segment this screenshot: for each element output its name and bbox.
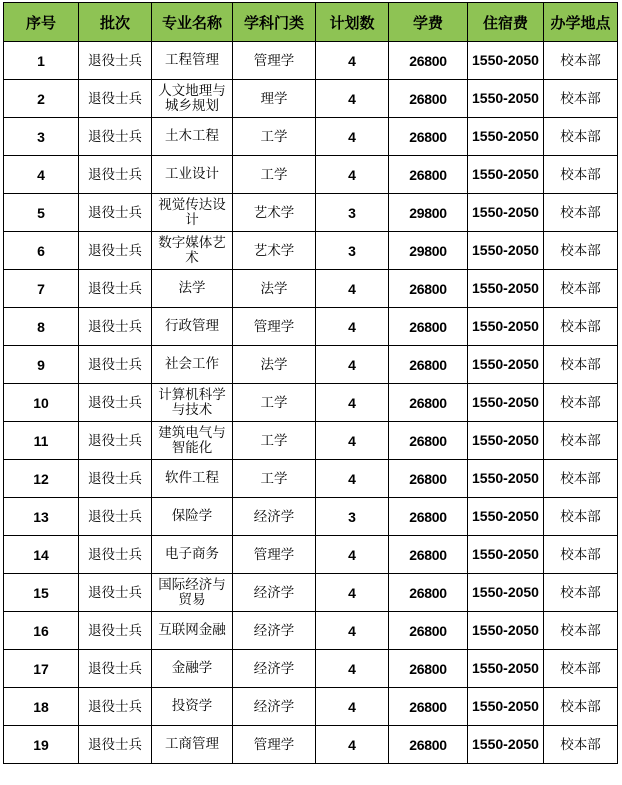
row-index: 19 <box>4 726 79 764</box>
table-row <box>4 270 618 308</box>
row-index: 1 <box>4 42 79 80</box>
row-batch: 退役士兵 <box>79 270 152 308</box>
row-location: 校本部 <box>544 384 618 422</box>
table-row <box>4 422 618 460</box>
table-container <box>3 2 618 764</box>
row-major: 软件工程 <box>152 460 233 498</box>
row-tuition: 26800 <box>389 346 468 384</box>
row-batch: 退役士兵 <box>79 460 152 498</box>
row-dorm-fee: 1550-2050 <box>468 422 544 460</box>
row-batch: 退役士兵 <box>79 156 152 194</box>
row-tuition: 26800 <box>389 536 468 574</box>
row-location: 校本部 <box>544 156 618 194</box>
row-index: 7 <box>4 270 79 308</box>
row-tuition: 26800 <box>389 42 468 80</box>
row-index: 10 <box>4 384 79 422</box>
header-category: 学科门类 <box>233 3 316 42</box>
row-index: 12 <box>4 460 79 498</box>
table-row <box>4 232 618 270</box>
row-index: 11 <box>4 422 79 460</box>
row-location: 校本部 <box>544 270 618 308</box>
row-index: 18 <box>4 688 79 726</box>
table-row <box>4 574 618 612</box>
row-dorm-fee: 1550-2050 <box>468 42 544 80</box>
row-index: 2 <box>4 80 79 118</box>
row-batch: 退役士兵 <box>79 612 152 650</box>
row-location: 校本部 <box>544 574 618 612</box>
row-category: 经济学 <box>233 688 316 726</box>
header-location: 办学地点 <box>544 3 618 42</box>
row-location: 校本部 <box>544 536 618 574</box>
row-dorm-fee: 1550-2050 <box>468 612 544 650</box>
row-batch: 退役士兵 <box>79 308 152 346</box>
row-batch: 退役士兵 <box>79 346 152 384</box>
row-batch: 退役士兵 <box>79 498 152 536</box>
row-location: 校本部 <box>544 688 618 726</box>
row-index: 3 <box>4 118 79 156</box>
row-category: 工学 <box>233 422 316 460</box>
row-tuition: 26800 <box>389 118 468 156</box>
row-index: 13 <box>4 498 79 536</box>
row-plan-count: 4 <box>316 118 389 156</box>
row-major: 视觉传达设计 <box>152 194 233 232</box>
row-plan-count: 3 <box>316 232 389 270</box>
row-category: 艺术学 <box>233 232 316 270</box>
row-major: 工商管理 <box>152 726 233 764</box>
row-tuition: 26800 <box>389 80 468 118</box>
row-location: 校本部 <box>544 650 618 688</box>
table-row <box>4 536 618 574</box>
row-category: 艺术学 <box>233 194 316 232</box>
table-row <box>4 384 618 422</box>
row-tuition: 26800 <box>389 574 468 612</box>
row-category: 工学 <box>233 460 316 498</box>
header-index: 序号 <box>4 3 79 42</box>
row-batch: 退役士兵 <box>79 80 152 118</box>
row-dorm-fee: 1550-2050 <box>468 194 544 232</box>
table-row <box>4 346 618 384</box>
row-plan-count: 4 <box>316 422 389 460</box>
row-dorm-fee: 1550-2050 <box>468 688 544 726</box>
table-row <box>4 726 618 764</box>
row-batch: 退役士兵 <box>79 688 152 726</box>
row-dorm-fee: 1550-2050 <box>468 498 544 536</box>
row-location: 校本部 <box>544 42 618 80</box>
row-category: 法学 <box>233 346 316 384</box>
row-category: 理学 <box>233 80 316 118</box>
table-row <box>4 308 618 346</box>
row-batch: 退役士兵 <box>79 118 152 156</box>
row-location: 校本部 <box>544 346 618 384</box>
row-batch: 退役士兵 <box>79 574 152 612</box>
row-plan-count: 4 <box>316 650 389 688</box>
row-batch: 退役士兵 <box>79 42 152 80</box>
row-location: 校本部 <box>544 308 618 346</box>
row-category: 经济学 <box>233 612 316 650</box>
row-plan-count: 3 <box>316 498 389 536</box>
row-index: 16 <box>4 612 79 650</box>
row-plan-count: 4 <box>316 308 389 346</box>
row-plan-count: 4 <box>316 270 389 308</box>
row-tuition: 29800 <box>389 194 468 232</box>
table-body <box>4 42 618 764</box>
row-category: 管理学 <box>233 308 316 346</box>
row-batch: 退役士兵 <box>79 422 152 460</box>
row-plan-count: 4 <box>316 536 389 574</box>
row-category: 经济学 <box>233 650 316 688</box>
row-tuition: 26800 <box>389 270 468 308</box>
table-row <box>4 650 618 688</box>
row-category: 工学 <box>233 384 316 422</box>
row-major: 计算机科学与技术 <box>152 384 233 422</box>
row-dorm-fee: 1550-2050 <box>468 460 544 498</box>
enrollment-table <box>3 2 618 764</box>
row-plan-count: 4 <box>316 42 389 80</box>
row-dorm-fee: 1550-2050 <box>468 726 544 764</box>
header-tuition: 学费 <box>389 3 468 42</box>
row-major: 土木工程 <box>152 118 233 156</box>
header-dorm-fee: 住宿费 <box>468 3 544 42</box>
row-major: 法学 <box>152 270 233 308</box>
row-index: 8 <box>4 308 79 346</box>
row-location: 校本部 <box>544 612 618 650</box>
row-major: 互联网金融 <box>152 612 233 650</box>
row-major: 投资学 <box>152 688 233 726</box>
row-location: 校本部 <box>544 498 618 536</box>
row-location: 校本部 <box>544 80 618 118</box>
row-tuition: 26800 <box>389 460 468 498</box>
row-tuition: 26800 <box>389 688 468 726</box>
row-major: 国际经济与贸易 <box>152 574 233 612</box>
header-batch: 批次 <box>79 3 152 42</box>
row-major: 行政管理 <box>152 308 233 346</box>
row-location: 校本部 <box>544 232 618 270</box>
table-row <box>4 498 618 536</box>
header-major: 专业名称 <box>152 3 233 42</box>
table-row <box>4 612 618 650</box>
row-index: 4 <box>4 156 79 194</box>
row-category: 工学 <box>233 156 316 194</box>
header-row <box>4 3 618 42</box>
row-location: 校本部 <box>544 422 618 460</box>
row-dorm-fee: 1550-2050 <box>468 346 544 384</box>
row-tuition: 29800 <box>389 232 468 270</box>
table-row <box>4 156 618 194</box>
row-dorm-fee: 1550-2050 <box>468 574 544 612</box>
row-major: 社会工作 <box>152 346 233 384</box>
row-plan-count: 4 <box>316 612 389 650</box>
row-category: 管理学 <box>233 726 316 764</box>
row-index: 15 <box>4 574 79 612</box>
row-plan-count: 4 <box>316 460 389 498</box>
table-row <box>4 80 618 118</box>
row-tuition: 26800 <box>389 612 468 650</box>
row-tuition: 26800 <box>389 308 468 346</box>
row-location: 校本部 <box>544 118 618 156</box>
row-index: 6 <box>4 232 79 270</box>
row-dorm-fee: 1550-2050 <box>468 80 544 118</box>
row-batch: 退役士兵 <box>79 650 152 688</box>
row-batch: 退役士兵 <box>79 726 152 764</box>
row-batch: 退役士兵 <box>79 194 152 232</box>
row-batch: 退役士兵 <box>79 232 152 270</box>
row-plan-count: 4 <box>316 384 389 422</box>
table-row <box>4 460 618 498</box>
row-tuition: 26800 <box>389 384 468 422</box>
row-dorm-fee: 1550-2050 <box>468 118 544 156</box>
table-row <box>4 194 618 232</box>
row-index: 14 <box>4 536 79 574</box>
row-category: 管理学 <box>233 42 316 80</box>
row-major: 金融学 <box>152 650 233 688</box>
row-major: 人文地理与城乡规划 <box>152 80 233 118</box>
row-dorm-fee: 1550-2050 <box>468 156 544 194</box>
header-plan-count: 计划数 <box>316 3 389 42</box>
row-category: 法学 <box>233 270 316 308</box>
row-major: 工程管理 <box>152 42 233 80</box>
row-location: 校本部 <box>544 726 618 764</box>
row-tuition: 26800 <box>389 498 468 536</box>
row-location: 校本部 <box>544 194 618 232</box>
table-row <box>4 688 618 726</box>
row-tuition: 26800 <box>389 422 468 460</box>
row-major: 电子商务 <box>152 536 233 574</box>
row-major: 保险学 <box>152 498 233 536</box>
row-batch: 退役士兵 <box>79 536 152 574</box>
row-category: 工学 <box>233 118 316 156</box>
row-major: 工业设计 <box>152 156 233 194</box>
row-batch: 退役士兵 <box>79 384 152 422</box>
row-plan-count: 4 <box>316 156 389 194</box>
row-dorm-fee: 1550-2050 <box>468 650 544 688</box>
row-category: 经济学 <box>233 498 316 536</box>
row-dorm-fee: 1550-2050 <box>468 270 544 308</box>
row-index: 9 <box>4 346 79 384</box>
table-row <box>4 118 618 156</box>
row-index: 5 <box>4 194 79 232</box>
row-tuition: 26800 <box>389 726 468 764</box>
row-dorm-fee: 1550-2050 <box>468 536 544 574</box>
row-plan-count: 3 <box>316 194 389 232</box>
row-major: 数字媒体艺术 <box>152 232 233 270</box>
row-tuition: 26800 <box>389 650 468 688</box>
row-location: 校本部 <box>544 460 618 498</box>
row-dorm-fee: 1550-2050 <box>468 384 544 422</box>
table-row <box>4 42 618 80</box>
row-plan-count: 4 <box>316 346 389 384</box>
row-plan-count: 4 <box>316 80 389 118</box>
row-category: 经济学 <box>233 574 316 612</box>
row-dorm-fee: 1550-2050 <box>468 308 544 346</box>
row-index: 17 <box>4 650 79 688</box>
row-plan-count: 4 <box>316 688 389 726</box>
row-plan-count: 4 <box>316 726 389 764</box>
row-major: 建筑电气与智能化 <box>152 422 233 460</box>
row-plan-count: 4 <box>316 574 389 612</box>
row-dorm-fee: 1550-2050 <box>468 232 544 270</box>
row-tuition: 26800 <box>389 156 468 194</box>
row-category: 管理学 <box>233 536 316 574</box>
